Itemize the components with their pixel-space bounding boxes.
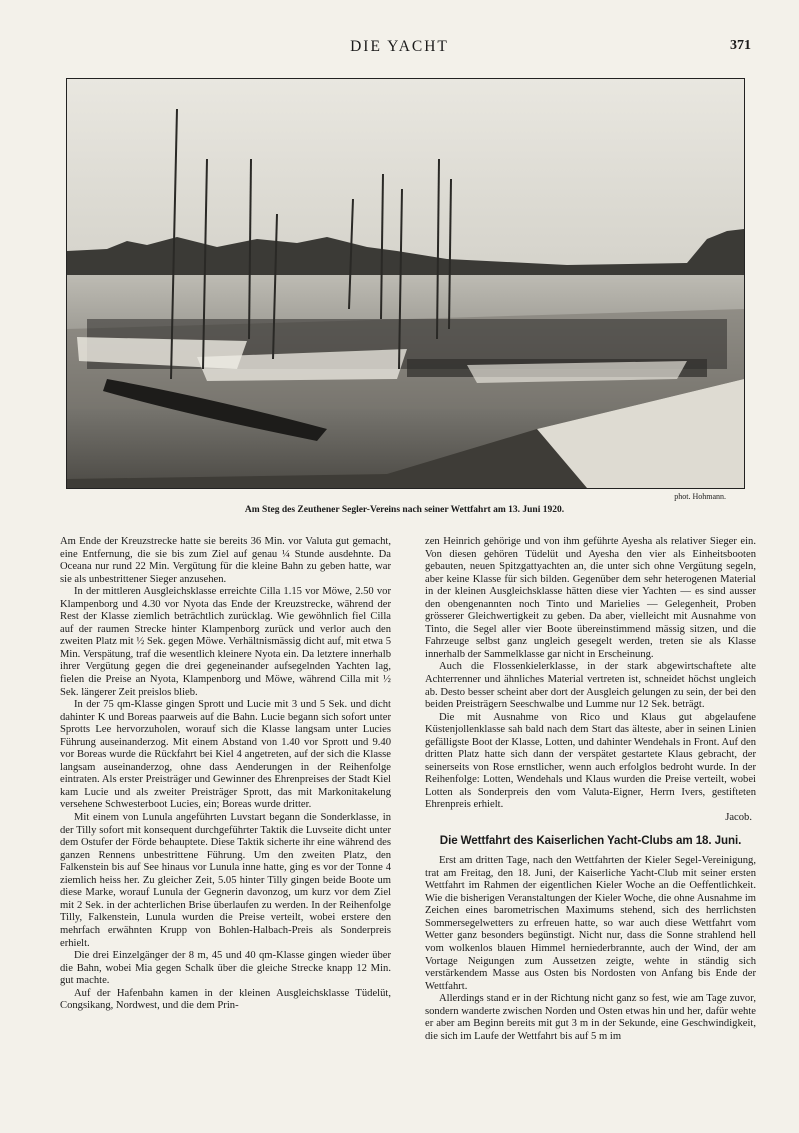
paragraph: In der mittleren Ausgleichsklasse erreichte Cilla 1.15 vor Möwe, 2.50 vor Klampenborg und 4.30 vor Nyota das Ende der Kreuzstrecke, während der Rest der Klasse ziemlich beträchtlich zurücklag. Wie gewöhnlich fiel Cilla auf der raumen Strecke hinter Klampenborg zurück und verlor auch den zweiten Platz mit ½ Sek. gegen Möwe. Verhältnismässig dicht auf, mit etwa 5 Min. Verspätung, traf die wesentlich kleinere Nyota ein. Da letztere innerhalb ihrer Vergütung gegen die drei gegeneinander aufsegelnden Yachten lag, fielen die Preise an Nyota, Klampenborg und Möwe, während Cilla mit ½ Sek. längerer Zeit preislos blieb.: [60, 586, 391, 698]
harbor-photograph: [66, 78, 745, 489]
paragraph: Auch die Flossenkielerklasse, in der stark abgewirtschaftete alte Achterrenner und ähnliches Material vertreten ist, schneidet höchst ungleich ab. Desto besser scheint aber dort der Ausgleich gelungen zu sein, der bei den beiden Preisträgern Seeschwalbe und Lumme nur 12 Sek. beträgt.: [425, 661, 756, 711]
paragraph: Allerdings stand er in der Richtung nicht ganz so fest, wie am Tage zuvor, sondern wanderte zwischen Norden und Osten etwas hin und her, dafür wehte er aber am Beginn bereits mit gut 3 m in der Sekunde, eine Geschwindigkeit, die sich im Laufe der Wettfahrt bis auf 5 m im: [425, 993, 756, 1042]
paragraph: Auf der Hafenbahn kamen in der kleinen Ausgleichsklasse Tüdelüt, Congsikang, Nordwest, und die dem Prin-: [60, 987, 391, 1012]
paragraph: Erst am dritten Tage, nach den Wettfahrten der Kieler Segel-Vereinigung, trat am Freitag, den 18. Juni, der Kaiserliche Yacht-Club mit seiner ersten Wettfahrt im Rahmen der eigentlichen Kieler Woche an die Oeffentlichkeit. Wie die bisherigen Veranstaltungen der Kieler Woche, die ohne Ausnahme im Zeichen eines barometrischen Maximums stehend, sich des herrlichsten Sommersegelwetters zu erfreuen hatte, so war auch diese Wettfahrt vom Wetter ganz besonders begünstigt. Nicht nur, dass die Sonne strahlend hell vom wolkenlos blauen Himmel herniederbrannte, auch der Wind, der am Vortage Neigungen zum Aussetzen zeigte, wehte in ständig sich verstärkendem Masse aus Osten bis Nordosten von Anfang bis Ende der Wettfahrt.: [425, 855, 756, 992]
paragraph: Mit einem von Lunula angeführten Luvstart begann die Sonderklasse, in der Tilly sofort mit konsequent durchgeführter Taktik die Luvseite dicht unter dem Ostufer der Förde behauptete. Diese Taktik sicherte ihr eine während des ganzen Rennens unbestrittene Führung. Um den zweiten Platz, den Falkenstein bis auf See hinaus vor Lunula inne hatte, ging es vor der Tonne 4 ziemlich heiss her. Zu gleicher Zeit, 5.05 hinter Tilly gingen beide Boote um diese Marke, worauf Lunula der Gegnerin davonzog, um kurz vor dem Ziel mit 2 Sek. in der achterlichen Brise überlaufen zu werden. In der Reihenfolge Tilly, Falkenstein, Lunula wurden die Preise verteilt, wobei erstere den mehrfach erwähnten Krupp von Bohlen-Halbach-Preis als Sonderpreis erhielt.: [60, 812, 391, 949]
paragraph: Die mit Ausnahme von Rico und Klaus gut abgelaufene Küstenjollenklasse sah bald nach dem Start das älteste, aber in seinen Linien gefälligste Boot der Klasse, Lotten, und dahinter Wendehals in Front. Auf den dritten Platz hatte sich dann der verspätet gestartete Klaus gebracht, der seinerseits von Rose ernstlicher, wenn auch erfolglos bedroht wurde. In der Reihenfolge: Lotten, Wendehals und Klaus wurden die Preise verteilt, wobei Lotten als Sonderpreis den vom Valuta-Eigner, Herrn Ivers, gestifteten Ehrenpreis erhielt.: [425, 711, 756, 811]
section-heading: Die Wettfahrt des Kaiserlichen Yacht-Clubs am 18. Juni.: [439, 833, 742, 847]
photo-credit: phot. Hohmann.: [674, 492, 726, 501]
page-header: [0, 38, 799, 60]
left-column: [60, 536, 391, 1013]
running-title: DIE YACHT: [350, 38, 449, 55]
paragraph: zen Heinrich gehörige und von ihm geführte Ayesha als relativer Sieger ein. Von diesen gehören Tüdelüt und Ayesha den vier als Einheitsbooten gebauten, neuen Spitzgattyachten an, die unter sich ohne Vergütung segeln, aber keine Klasse für sich bilden. Gegenüber dem sehr heterogenen Material in der kleinen Ausgleichsklasse hätten diese vier Yachten — es sind ausser den obengenannten noch Tinto und Marielies — Gelegenheit, Proben grösserer Gleichwertigkeit zu geben. Da aber, vielleicht mit Ausnahme von Tinto, die Segel aller vier Boote übereinstimmend mässig sitzen, und die Fahrzeuge selbst ganz ungleich gesegelt werden, treten sie als Klasse innerhalb der Sammelklasse gar nicht in Erscheinung.: [425, 536, 756, 660]
paragraph: Die drei Einzelgänger der 8 m, 45 und 40 qm-Klasse gingen wieder über die Bahn, wobei Mia gegen Schalk über die gleiche Strecke knapp 12 Min. gut machte.: [60, 950, 391, 987]
paragraph: In der 75 qm-Klasse gingen Sprott und Lucie mit 3 und 5 Sek. und dicht dahinter K und Boreas paarweis auf die Bahn. Lucie begann sich sofort unter Sprotts Lee hervorzuholen, worauf sich die Klasse langsam unter Lucies Führung auseinanderzog. Mit einem Abstand von 1.40 vor Sprott und 9.40 vor Boreas wurde die Rückfahrt bei Kiel 4 angetreten, auf der sich die Klasse langsam auseinanderzog, ohne dass Aenderungen in der Reihenfolge eintraten. Als erster Preisträger und Gewinner des Ehrenpreises der Stadt Kiel kam Lucie und als zweiter Preisträger Sprott, das mit Markonitakelung versehene Schwesterboot Lucies, ein; Boreas wurde dritter.: [60, 699, 391, 811]
paragraph: Am Ende der Kreuzstrecke hatte sie bereits 36 Min. vor Valuta gut gemacht, eine Entfernung, die sie bis zum Ziel auf genau ¼ Stunde ausdehnte. Da Oceana nur rund 22 Min. Vergütung für die kleine Bahn zu geben hatte, war sie als unbestrittener Sieger anzusehen.: [60, 536, 391, 585]
page-number: 371: [730, 38, 751, 53]
figure-caption: Am Steg des Zeuthener Segler-Vereins nach seiner Wettfahrt am 13. Juni 1920.: [244, 505, 565, 515]
author-signature: Jacob.: [725, 812, 752, 824]
photo-illustration: [67, 79, 744, 488]
right-column: [425, 536, 756, 1043]
